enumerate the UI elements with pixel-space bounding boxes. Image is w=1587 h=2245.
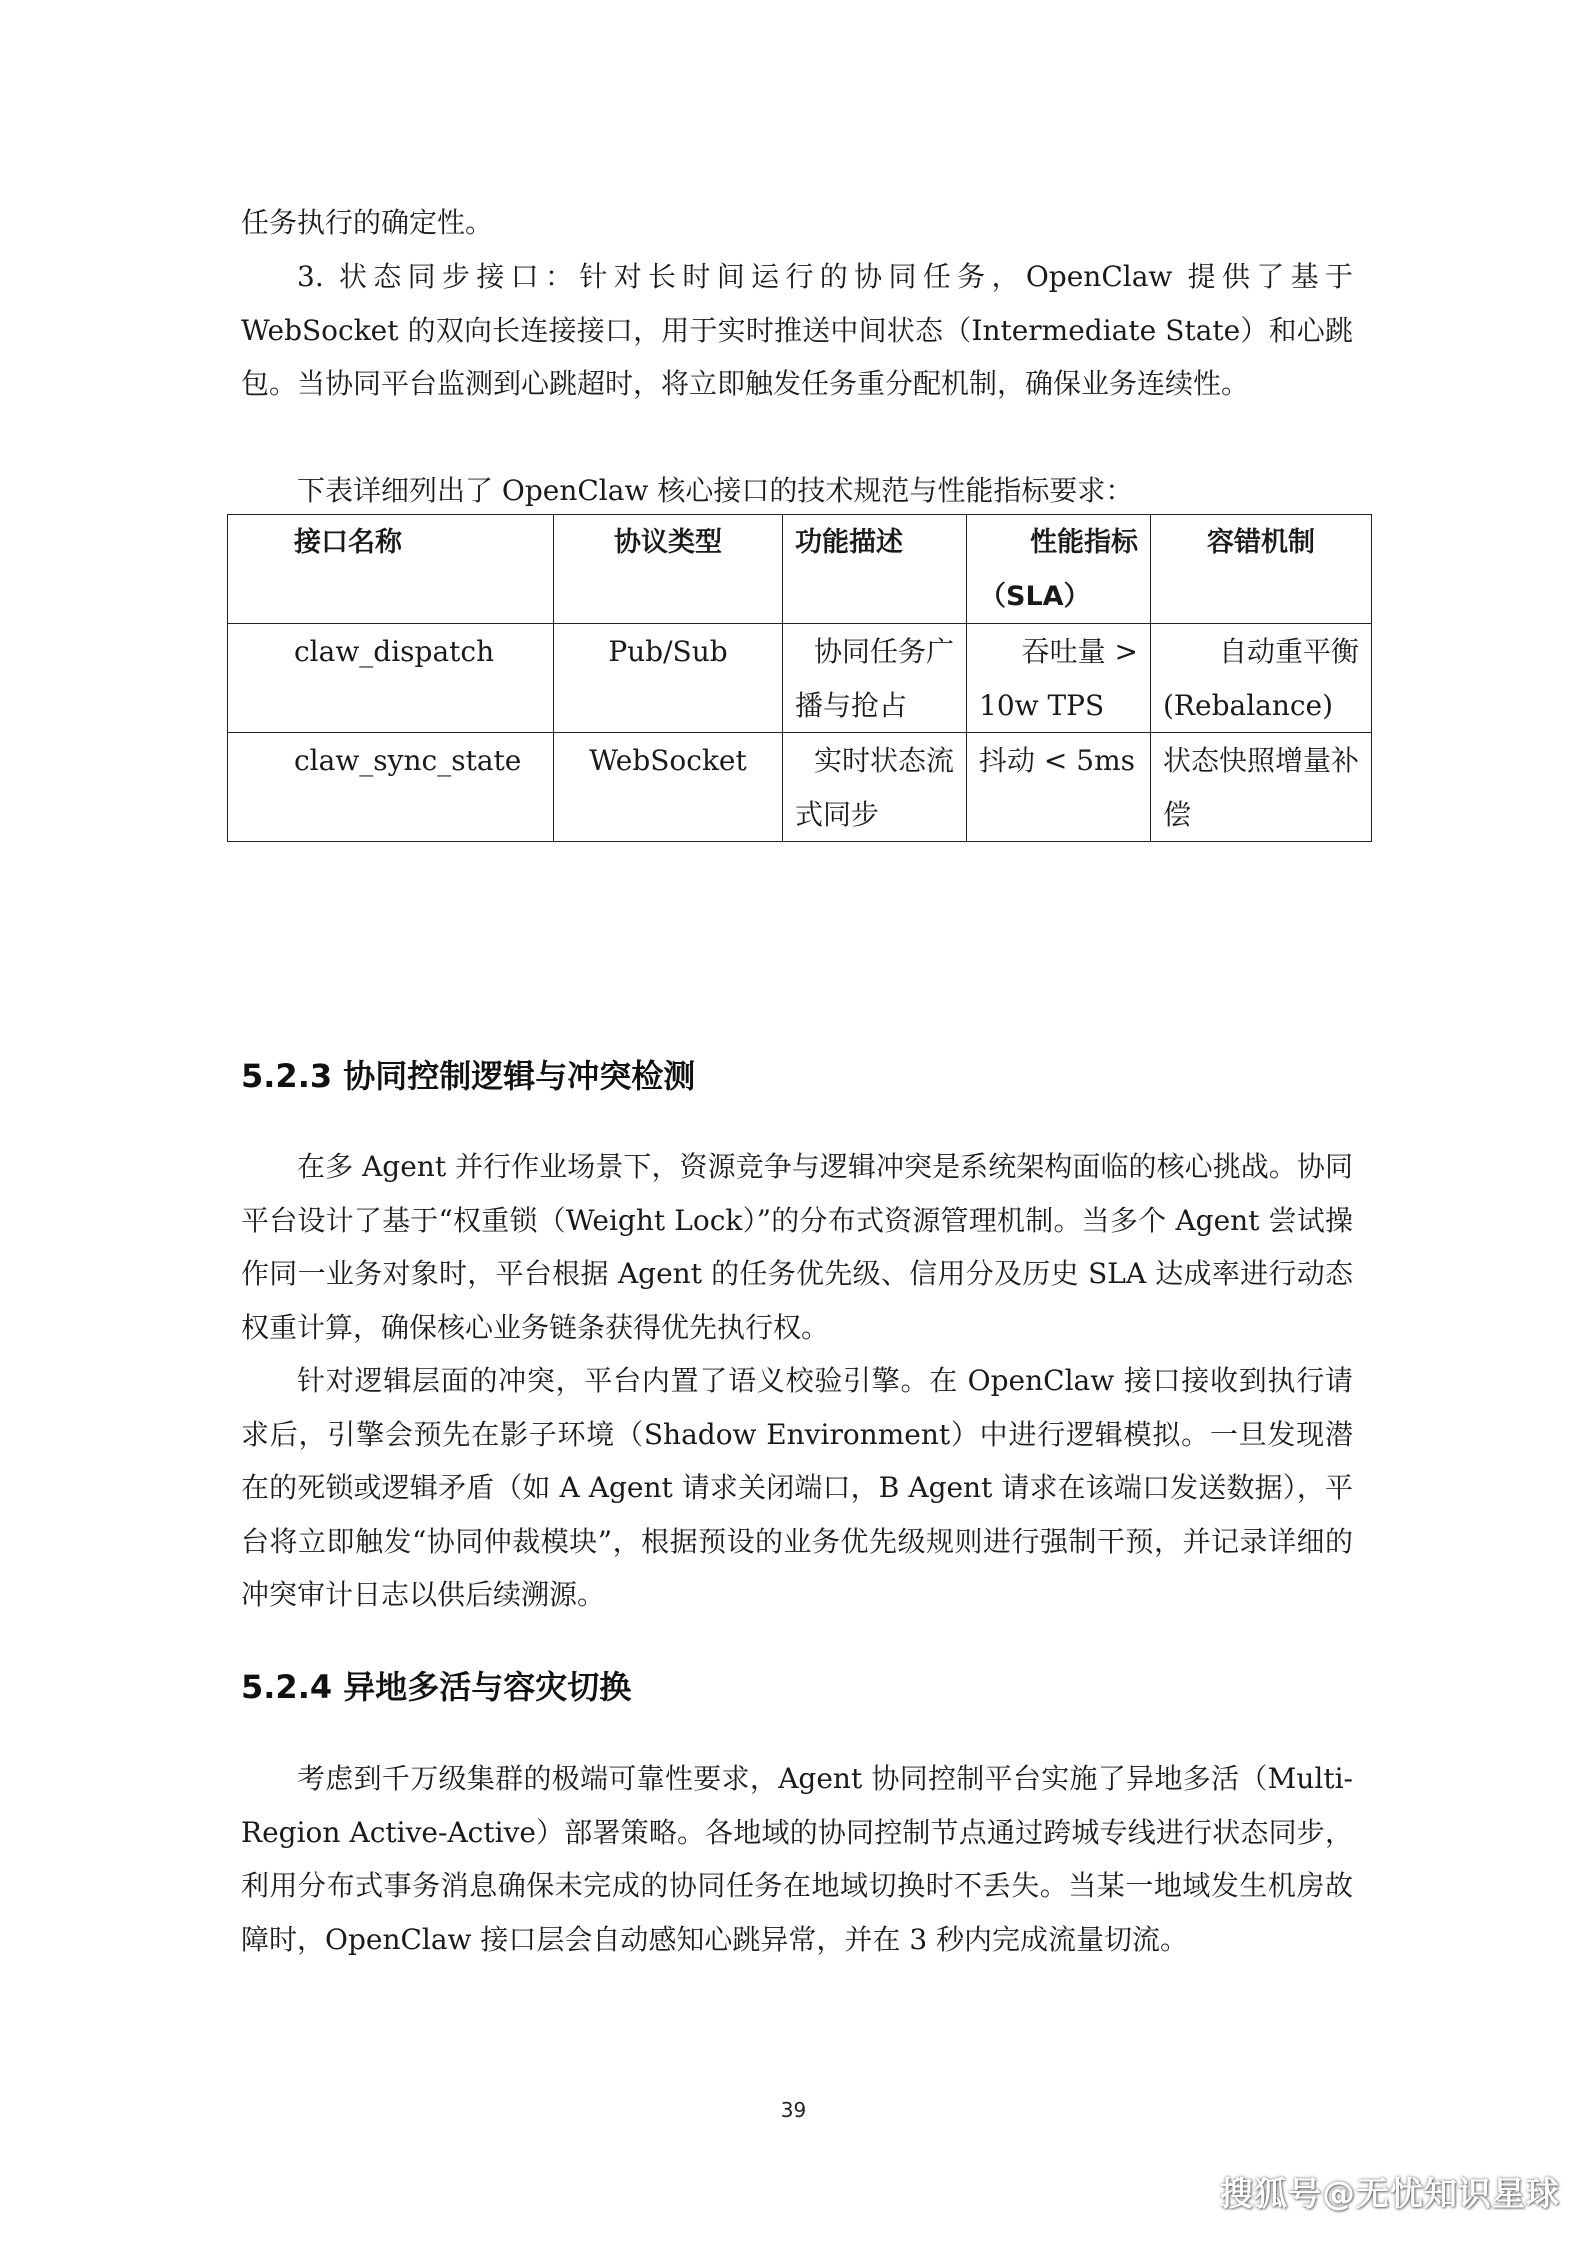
header-protocol-type: 协议类型 [554, 515, 783, 624]
section-heading-5-2-4: 5.2.4 异地多活与容灾切换 [241, 1668, 632, 1706]
cell-interface-name: claw_sync_state [228, 733, 554, 842]
paragraph-continuation: 任务执行的确定性。 [241, 206, 494, 239]
cell-function-description: 实时状态流式同步 [783, 733, 967, 842]
paragraph-weight-lock: 在多 Agent 并行作业场景下，资源竞争与逻辑冲突是系统架构面临的核心挑战。协同平台设计了基于“权重锁（Weight Lock）”的分布式资源管理机制。当多个 Agent 尝试操作同一业务对象时，平台根据 Agent 的任务优先级、信用分及历史 SLA 达成率进行动态权重计算，确保核心业务链条获得优先执行权。 [241, 1150, 1353, 1344]
cell-function-description: 协同任务广播与抢占 [783, 624, 967, 733]
paragraph-semantic-validation: 针对逻辑层面的冲突，平台内置了语义校验引擎。在 OpenClaw 接口接收到执行请求后，引擎会预先在影子环境（Shadow Environment）中进行逻辑模拟。一旦发现潜在的死锁或逻辑矛盾（如 A Agent 请求关闭端口，B Agent 请求在该端口发送数据），平台将立即触发“协同仲裁模块”，根据预设的业务优先级规则进行强制干预，并记录详细的冲突审计日志以供后续溯源。 [241, 1364, 1353, 1611]
table-row [228, 733, 1372, 842]
header-function-description: 功能描述 [783, 515, 967, 624]
cell-fault-tolerance: 状态快照增量补偿 [1151, 733, 1372, 842]
header-fault-tolerance: 容错机制 [1151, 515, 1372, 624]
paragraph-state-sync-interface: 3. 状态同步接口：针对长时间运行的协同任务，OpenClaw 提供了基于 WebSocket 的双向长连接接口，用于实时推送中间状态（Intermediate State）和心跳包。当协同平台监测到心跳超时，将立即触发任务重分配机制，确保业务连续性。 [241, 260, 1353, 400]
sohu-watermark: 搜狐号@无忧知识星球 [1220, 2174, 1560, 2213]
page-number: 39 [780, 2098, 807, 2122]
paragraph-multi-region: 考虑到千万级集群的极端可靠性要求，Agent 协同控制平台实施了异地多活（Multi-Region Active-Active）部署策略。各地域的协同控制节点通过跨城专线进行状态同步，利用分布式事务消息确保未完成的协同任务在地域切换时不丢失。当某一地域发生机房故障时，OpenClaw 接口层会自动感知心跳异常，并在 3 秒内完成流量切流。 [241, 1762, 1353, 1956]
header-performance-sla: 性能指标（SLA） [967, 515, 1151, 624]
cell-interface-name: claw_dispatch [228, 624, 554, 733]
cell-performance-sla: 吞吐量 > 10w TPS [967, 624, 1151, 733]
table-header-row [228, 515, 1372, 624]
cell-fault-tolerance: 自动重平衡 (Rebalance) [1151, 624, 1372, 733]
header-interface-name: 接口名称 [228, 515, 554, 624]
cell-protocol-type: WebSocket [554, 733, 783, 842]
table-row [228, 624, 1372, 733]
section-heading-5-2-3: 5.2.3 协同控制逻辑与冲突检测 [241, 1057, 696, 1095]
cell-performance-sla: 抖动 < 5ms [967, 733, 1151, 842]
cell-protocol-type: Pub/Sub [554, 624, 783, 733]
interface-spec-table [227, 514, 1372, 842]
paragraph-table-intro: 下表详细列出了 OpenClaw 核心接口的技术规范与性能指标要求： [297, 474, 1134, 507]
